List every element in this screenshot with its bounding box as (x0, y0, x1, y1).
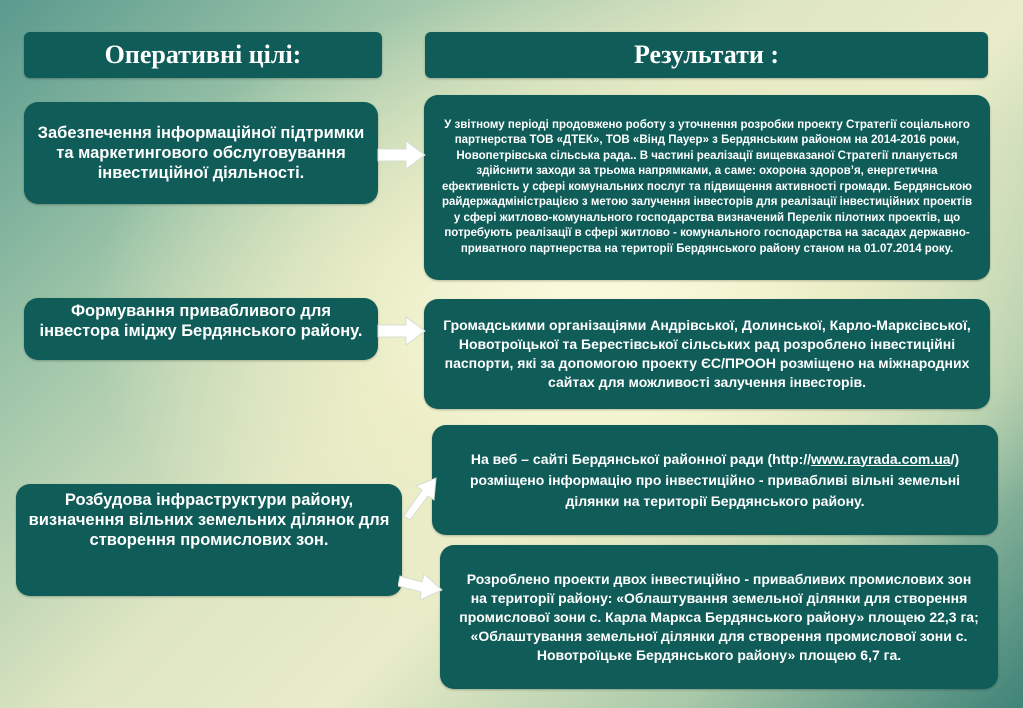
goal-text-2: Формування привабливого для інвестора іміджу Бердянського району. (39, 302, 363, 340)
arrow-right-icon (376, 138, 428, 172)
arrow-up-right-icon (398, 470, 442, 520)
header-operational-goals (24, 32, 382, 78)
arrow-down-right-icon (398, 564, 444, 604)
result-text-3 (450, 449, 980, 512)
goal-box-1 (24, 102, 378, 204)
goal-box-3 (16, 484, 402, 596)
result-box-2 (424, 299, 990, 409)
header-results-label: Результати : (633, 40, 779, 69)
rayrada-link[interactable]: www.rayrada.com.ua (811, 450, 951, 467)
result-text-4: Розроблено проекти двох інвестиційно - привабливих промислових зон на території району: «Облаштування земельної ділянки для створення промислової зони с. Карла Маркса Бердянського району» площею 22,3 га; «Облаштування земельної ділянки для створення промислової зони с. Новотроїцьке Бердянського району» площею 6,7 га. (459, 570, 979, 663)
arrow-right-icon (376, 314, 428, 348)
result-text-3-before: На веб – сайті Бердянської районної ради (http:// (470, 450, 812, 467)
goal-text-3: Розбудова інфраструктури району, визначення вільних земельних ділянок для створення промислових зон. (28, 491, 390, 549)
header-results (425, 32, 988, 78)
result-text-1: У звітному періоді продовжено роботу з уточнення розробки проекту Стратегії соціального партнерства ТОВ «ДТЕК», ТОВ «Вінд Пауер» з Бердянським районом на 2014-2016 роки, Новопетрівська сільська рада.. В частині реалізації вищевказаної Стратегії планується здійснити заходи за трьома напрямками, а саме: охорона здоров’я, енергетична ефективність у сфері комунальних послуг та підвищення активності громади. Бердянською райдержадміністрацією з метою залучення інвесторів для реалізації інвестиційних проектів у сфері житлово-комунального господарства визначений Перелік пілотних проектів, що потребують реалізації в сфері житлово - комунального господарства на засадах державно-приватного партнерства на території Бердянського району станом на 01.07.2014 року. (441, 118, 973, 255)
header-goals-label: Оперативні цілі: (104, 40, 302, 69)
goal-box-2 (24, 298, 378, 360)
result-text-2: Громадськими організаціями Андрівської, Долинської, Карло-Марксівської, Новотроїцької та Берестівської сільських рад розроблено інвестиційні паспорти, які за допомогою проекту ЄС/ПРООН розміщено на міжнародних сайтах для можливості залучення інвесторів. (443, 317, 971, 390)
goal-text-1: Забезпечення інформаційної підтримки та маркетингового обслуговування інвестиційної діяльності. (37, 124, 365, 182)
result-box-3 (432, 425, 998, 535)
result-box-1 (424, 95, 990, 280)
result-text-3-after: /) розміщено інформацію про інвестиційно - привабливі вільні земельні ділянки на території Бердянського району. (469, 450, 961, 509)
result-box-4 (440, 545, 998, 689)
